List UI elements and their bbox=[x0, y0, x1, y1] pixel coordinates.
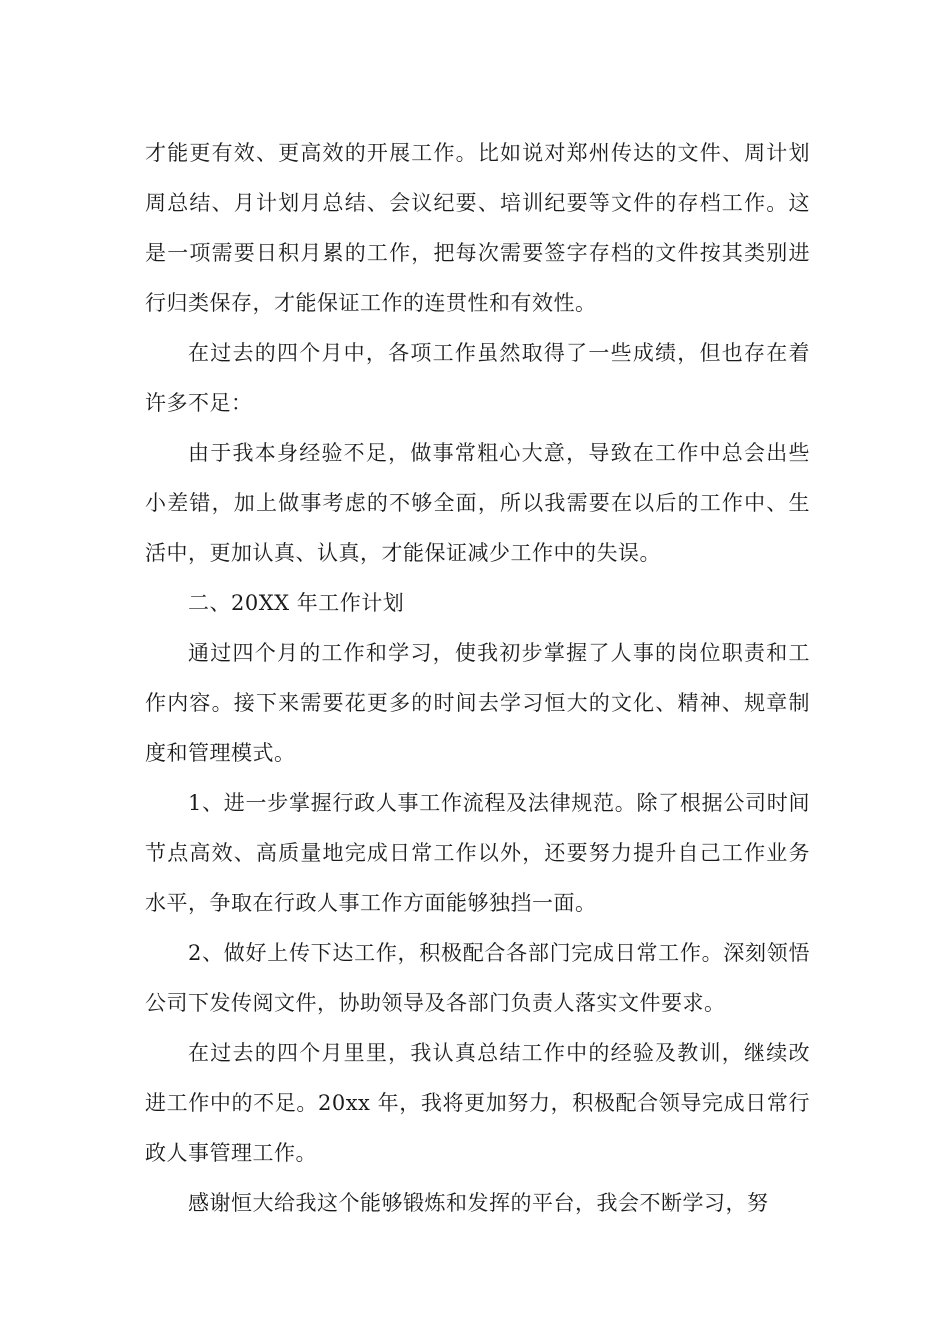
section-heading-work-plan: 二、20XX 年工作计划 bbox=[188, 591, 405, 615]
document-body bbox=[145, 128, 810, 1228]
paragraph-plan-intro: 通过四个月的工作和学习，使我初步掌握了人事的岗位职责和工作内容。接下来需要花更多的时间去学习恒大的文化、精神、规章制度和管理模式。 bbox=[145, 641, 810, 765]
plan-item-1: 1、进一步掌握行政人事工作流程及法律规范。除了根据公司时间节点高效、高质量地完成日常工作以外，还要努力提升自己工作业务水平，争取在行政人事工作方面能够独挡一面。 bbox=[145, 791, 810, 915]
paragraph-summary: 在过去的四个月里里，我认真总结工作中的经验及教训，继续改进工作中的不足。20xx 年，我将更加努力，积极配合领导完成日常行政人事管理工作。 bbox=[145, 1041, 810, 1165]
paragraph-continuation: 才能更有效、更高效的开展工作。比如说对郑州传达的文件、周计划周总结、月计划月总结、会议纪要、培训纪要等文件的存档工作。这是一项需要日积月累的工作，把每次需要签字存档的文件按其类别进行归类保存，才能保证工作的连贯性和有效性。 bbox=[145, 141, 810, 315]
plan-item-2: 2、做好上传下达工作，积极配合各部门完成日常工作。深刻领悟公司下发传阅文件，协助领导及各部门负责人落实文件要求。 bbox=[145, 941, 810, 1015]
paragraph-shortcomings-intro: 在过去的四个月中，各项工作虽然取得了一些成绩，但也存在着许多不足： bbox=[145, 341, 810, 415]
paragraph-shortcomings-detail: 由于我本身经验不足，做事常粗心大意，导致在工作中总会出些小差错，加上做事考虑的不够全面，所以我需要在以后的工作中、生活中，更加认真、认真，才能保证减少工作中的失误。 bbox=[145, 441, 810, 565]
paragraph-thanks: 感谢恒大给我这个能够锻炼和发挥的平台，我会不断学习，努 bbox=[188, 1191, 769, 1215]
